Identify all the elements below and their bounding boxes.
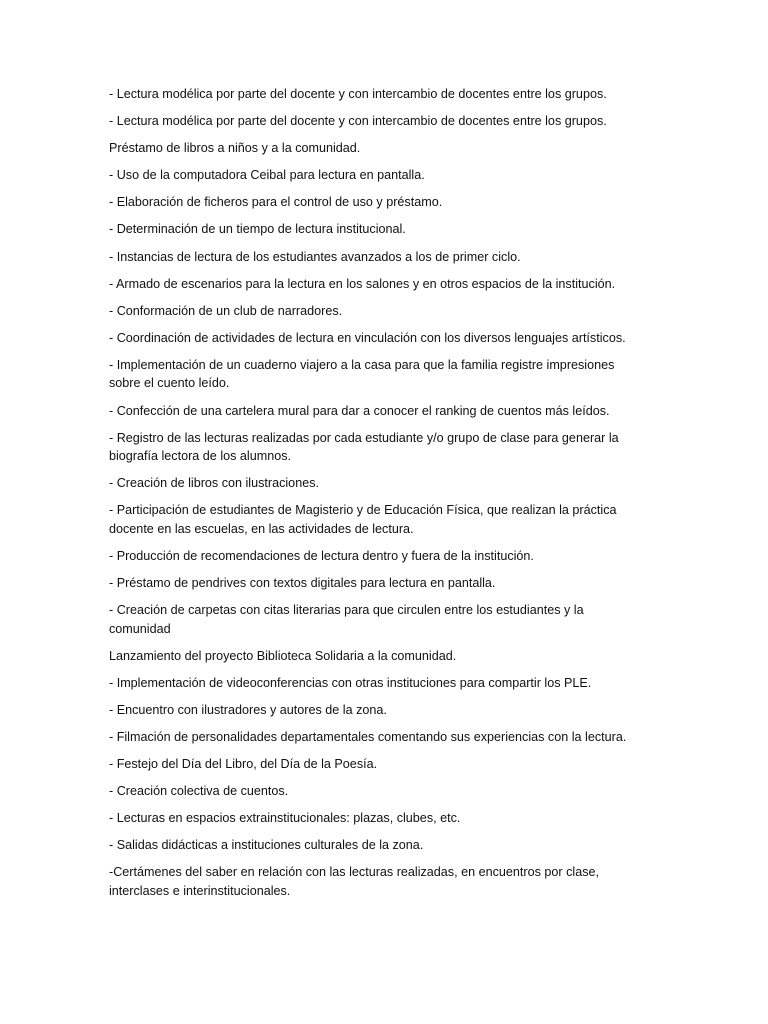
list-item: -Certámenes del saber en relación con las lecturas realizadas, en encuentros por clase, interclases e interinstitucionales. [109, 865, 600, 898]
list-item: - Préstamo de pendrives con textos digitales para lectura en pantalla. [109, 576, 496, 590]
list-item: - Salidas didácticas a instituciones culturales de la zona. [109, 838, 424, 853]
list-item: - Creación de libros con ilustraciones. [109, 476, 319, 491]
list-item: - Implementación de videoconferencias con otras instituciones para compartir los PLE. [109, 675, 592, 690]
list-item: Préstamo de libros a niños y a la comunidad. [109, 141, 361, 156]
list-item: - Uso de la computadora Ceibal para lectura en pantalla. [109, 168, 425, 183]
list-item: - Conformación de un club de narradores. [109, 303, 343, 318]
list-item: - Determinación de un tiempo de lectura institucional. [109, 222, 406, 237]
list-item: Lanzamiento del proyecto Biblioteca Solidaria a la comunidad. [109, 648, 457, 663]
list-item: - Participación de estudiantes de Magisterio y de Educación Física, que realizan la práctica docente en las escuelas, en las actividades de lectura. [109, 503, 617, 536]
list-item: - Elaboración de ficheros para el control de uso y préstamo. [109, 195, 443, 210]
list-item: - Coordinación de actividades de lectura en vinculación con los diversos lenguajes artísticos. [109, 330, 626, 345]
list-item: - Creación de carpetas con citas literarias para que circulen entre los estudiantes y la comunidad [109, 603, 584, 636]
list-item: - Implementación de un cuaderno viajero a la casa para que la familia registre impresiones sobre el cuento leído. [109, 357, 615, 391]
document-page [109, 85, 639, 909]
list-item: - Filmación de personalidades departamentales comentando sus experiencias con la lectura. [109, 729, 627, 744]
list-item: - Armado de escenarios para la lectura en los salones y en otros espacios de la institución. [109, 276, 616, 291]
list-item: - Confección de una cartelera mural para dar a conocer el ranking de cuentos más leídos. [109, 403, 610, 418]
list-item: - Producción de recomendaciones de lectura dentro y fuera de la institución. [109, 548, 534, 563]
list-item: - Lecturas en espacios extrainstitucionales: plazas, clubes, etc. [109, 811, 461, 826]
list-item: - Lectura modélica por parte del docente y con intercambio de docentes entre los grupos. [109, 87, 607, 101]
list-item: - Lectura modélica por parte del docente y con intercambio de docentes entre los grupos. [109, 114, 607, 129]
list-item: - Registro de las lecturas realizadas por cada estudiante y/o grupo de clase para generar la biografía lectora de los alumnos. [109, 430, 619, 464]
list-item: - Instancias de lectura de los estudiantes avanzados a los de primer ciclo. [109, 249, 521, 264]
list-item: - Festejo del Día del Libro, del Día de la Poesía. [109, 757, 378, 772]
list-item: - Creación colectiva de cuentos. [109, 784, 289, 799]
list-item: - Encuentro con ilustradores y autores de la zona. [109, 702, 387, 717]
